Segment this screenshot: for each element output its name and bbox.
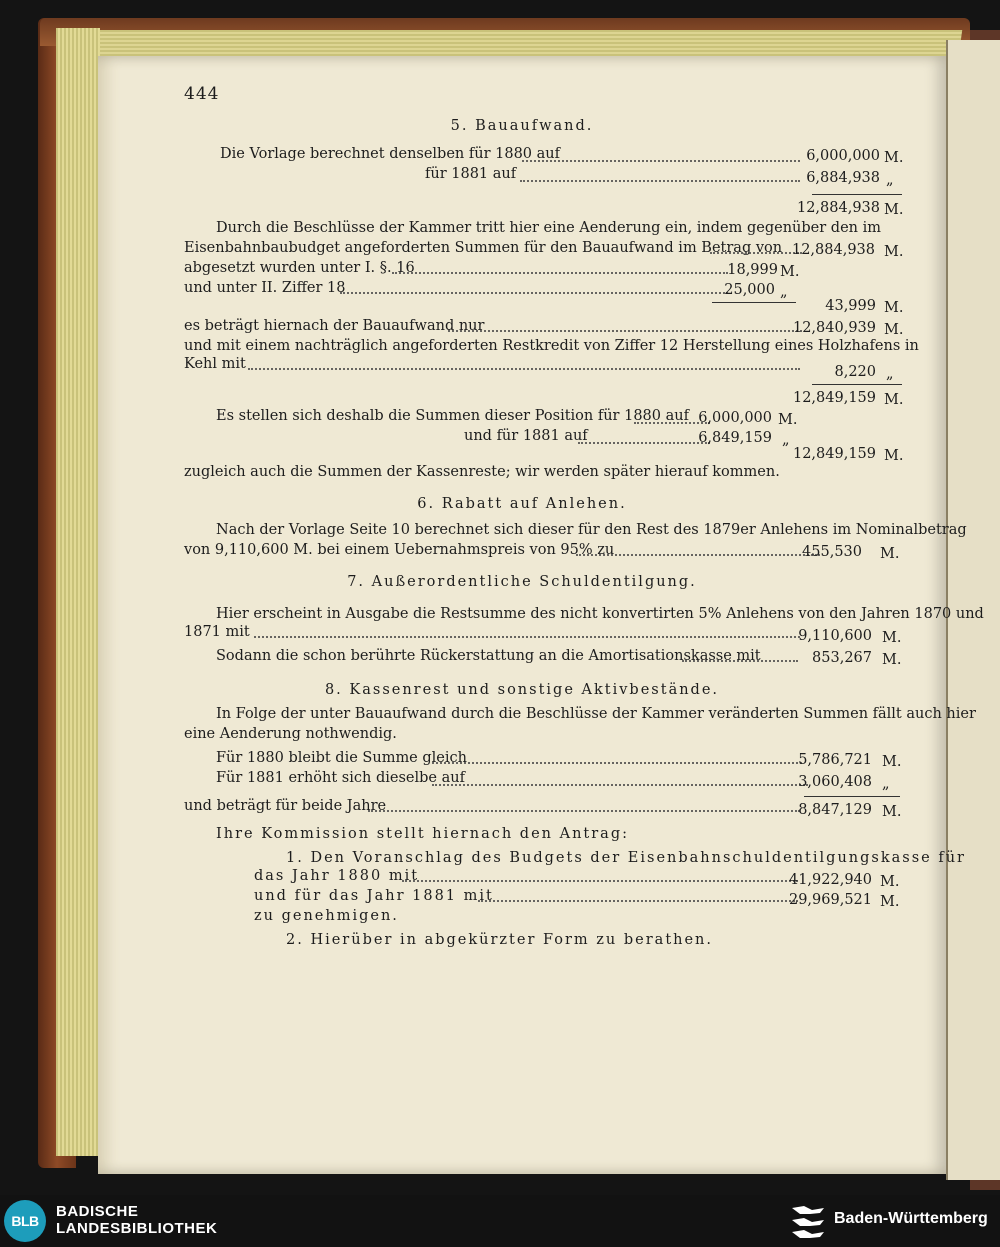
unit-mark: M. (884, 202, 904, 218)
s5-line-1881: für 1881 auf (425, 166, 517, 182)
unit-mark: M. (882, 804, 902, 820)
antrag-value-1880: 41,922,940 (788, 872, 872, 888)
s8-1881-line: Für 1881 erhöht sich dieselbe auf (216, 770, 465, 786)
antrag-item1-line3: und für das Jahr 1881 mit (254, 888, 494, 904)
footer-bar (0, 1195, 1000, 1247)
s5-budget-value: 12,884,938 (791, 242, 875, 258)
unit-mark: M. (884, 244, 904, 260)
s5-abgesetzt-sum: 43,999 (825, 298, 876, 314)
s7-value-1: 9,110,600 (798, 628, 872, 644)
s5-abgesetzt-1: abgesetzt wurden unter I. §. 16 (184, 260, 415, 276)
sum-rule (812, 384, 902, 385)
unit-mark: M. (882, 630, 902, 646)
s8-beide-line: und beträgt für beide Jahre (184, 798, 387, 814)
unit-mark: M. (882, 652, 902, 668)
unit-mark: M. (780, 264, 800, 280)
leader-dots (520, 168, 800, 182)
s5-paragraph-line2: Eisenbahnbaubudget angeforderten Summen für den Bauaufwand im Betrag von (184, 240, 783, 256)
leader-dots (248, 356, 800, 370)
s5-rest-line: es beträgt hiernach der Bauaufwand nur (184, 318, 485, 334)
s8-line1: In Folge der unter Bauaufwand durch die Beschlüsse der Kammer veränderten Summen fällt auch hier (216, 706, 976, 722)
unit-mark: M. (884, 150, 904, 166)
unit-mark: M. (778, 412, 798, 428)
s5-nachtrag-line1: und mit einem nachträglich angeforderten Restkredit von Ziffer 12 Herstellung eines Holzhafens in (184, 338, 919, 354)
s7-value-2: 853,267 (812, 650, 872, 666)
s5-nachtrag-line2: Kehl mit (184, 356, 246, 372)
unit-mark: „ (886, 366, 894, 382)
s5-position-1881-value: 6,849,159 (698, 430, 772, 446)
unit-mark: M. (884, 322, 904, 338)
leader-dots (432, 750, 802, 764)
unit-mark: M. (880, 546, 900, 562)
unit-mark: „ (782, 432, 790, 448)
unit-mark: „ (886, 172, 894, 188)
unit-mark: M. (880, 874, 900, 890)
unit-mark: „ (882, 776, 890, 792)
s5-position-1881: und für 1881 auf (464, 428, 588, 444)
antrag-item2: 2. Hierüber in abgekürzter Form zu berathen. (286, 932, 714, 948)
s5-abgesetzt-2: und unter II. Ziffer 18 (184, 280, 346, 296)
s8-1881-value: 3,060,408 (798, 774, 872, 790)
s5-total-1: 12,884,938 (796, 200, 880, 216)
s5-position-1880-value: 6,000,000 (698, 410, 772, 426)
s5-value-1881: 6,884,938 (806, 170, 880, 186)
unit-mark: M. (884, 300, 904, 316)
s5-line-1880: Die Vorlage berechnet denselben für 1880 auf (220, 146, 560, 162)
leader-dots (522, 148, 800, 162)
section-6-heading: 6. Rabatt auf Anlehen. (417, 496, 627, 512)
s7-line1: Hier erscheint in Ausgabe die Restsumme des nicht konvertirten 5% Anlehens von den Jahren 1870 und (216, 606, 984, 622)
page-number: 444 (184, 84, 220, 104)
s5-position-1880: Es stellen sich deshalb die Summen dieser Position für 1880 auf (216, 408, 689, 424)
leader-dots (368, 798, 800, 812)
s5-paragraph-line1: Durch die Beschlüsse der Kammer tritt hier eine Aenderung ein, indem gegenüber den im (216, 220, 881, 236)
leader-dots (448, 318, 802, 332)
s5-value-1880: 6,000,000 (806, 148, 880, 164)
leader-dots (402, 868, 798, 882)
s7-line2: 1871 mit (184, 624, 250, 640)
unit-mark: M. (882, 754, 902, 770)
state-name: Baden-Württemberg (834, 1210, 988, 1227)
s6-line1: Nach der Vorlage Seite 10 berechnet sich dieser für den Rest des 1879er Anlehens im Nominalbetrag (216, 522, 967, 538)
s5-total-2: 12,849,159 (792, 390, 876, 406)
library-name-line2: LANDESBIBLIOTHEK (56, 1220, 218, 1237)
s7-line3: Sodann die schon berührte Rückerstattung an die Amortisationskasse mit (216, 648, 761, 664)
s6-value: 455,530 (802, 544, 862, 560)
unit-mark: M. (880, 894, 900, 910)
sum-rule (804, 796, 900, 797)
s5-position-total: 12,849,159 (792, 446, 876, 462)
s5-abgesetzt-2-value: 25,000 (724, 282, 775, 298)
leader-dots (254, 624, 800, 638)
leader-dots (340, 280, 728, 294)
section-7-heading: 7. Außerordentliche Schuldentilgung. (347, 574, 697, 590)
antrag-item1-line2: das Jahr 1880 mit (254, 868, 420, 884)
lions-emblem-icon (790, 1202, 826, 1240)
s8-1880-value: 5,786,721 (798, 752, 872, 768)
s5-nachtrag-value: 8,220 (834, 364, 876, 380)
antrag-value-1881: 29,969,521 (788, 892, 872, 908)
s6-line2: von 9,110,600 M. bei einem Uebernahmspreis von 95% zu (184, 542, 615, 558)
section-8-heading: 8. Kassenrest und sonstige Aktivbestände. (324, 682, 720, 698)
s8-1880-line: Für 1880 bleibt die Summe gleich (216, 750, 467, 766)
blb-logo: BLB (4, 1200, 46, 1242)
s5-rest-value: 12,840,939 (792, 320, 876, 336)
s5-abgesetzt-1-value: 18,999 (727, 262, 778, 278)
library-name-line1: BADISCHE (56, 1203, 139, 1220)
s8-line2: eine Aenderung nothwendig. (184, 726, 397, 742)
library-name (56, 1203, 217, 1237)
section-5-heading: 5. Bauaufwand. (450, 118, 594, 134)
s8-beide-value: 8,847,129 (798, 802, 872, 818)
antrag-intro: Ihre Kommission stellt hiernach den Antrag: (216, 826, 629, 842)
unit-mark: „ (780, 284, 788, 300)
leader-dots (478, 888, 798, 902)
s5-zugleich-line: zugleich auch die Summen der Kassenreste; wir werden später hierauf kommen. (184, 464, 780, 480)
unit-mark: M. (884, 448, 904, 464)
antrag-item1-line4: zu genehmigen. (254, 908, 399, 924)
unit-mark: M. (884, 392, 904, 408)
antrag-item1-line1: 1. Den Voranschlag des Budgets der Eisenbahnschuldentilgungskasse für (286, 850, 966, 866)
sum-rule (812, 194, 902, 195)
leader-dots (432, 772, 808, 786)
